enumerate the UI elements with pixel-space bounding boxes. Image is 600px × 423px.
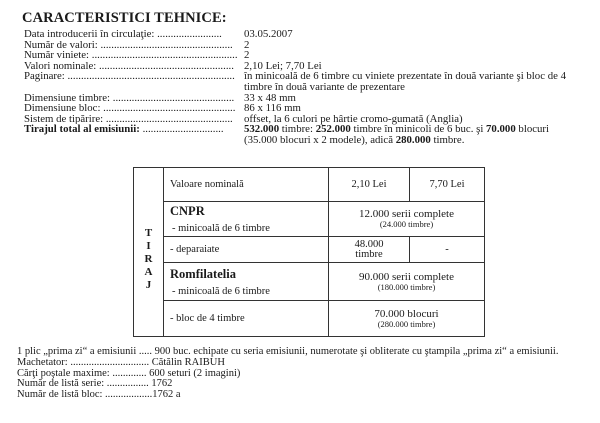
row-sublabel: - minicoală de 6 timbre [172, 223, 270, 234]
spec-row-date [24, 29, 594, 40]
spec-value: 86 x 116 mm [244, 102, 301, 115]
table-row [134, 202, 485, 237]
text: (35.000 blocuri x 2 modele), adică [244, 133, 396, 146]
spec-label: Număr de valori: ................................................. [24, 39, 233, 51]
blocks-count: 70.000 [486, 123, 516, 136]
header-value-1: 2,10 Lei [329, 168, 410, 202]
spec-label: Dimensiune bloc: ................................................. [24, 103, 236, 114]
dots: .............................. [139, 124, 224, 136]
value-sub: (24.000 timbre) [379, 219, 434, 229]
row-label [164, 263, 329, 301]
spec-value: 03.05.2007 [244, 28, 293, 40]
spec-row-values-count [24, 40, 594, 51]
block-stamps: 280.000 [395, 133, 431, 146]
row-value-1 [329, 237, 410, 263]
text: blocuri [515, 123, 550, 136]
spec-label: Valori nominale: .................................................. [24, 60, 234, 72]
maximum-cards: Cărţi poştale maxime: ............. 600 seturi (2 imagini) [17, 367, 241, 379]
table-row [134, 263, 485, 301]
print-run-table [133, 167, 485, 337]
letter: R [144, 252, 153, 265]
row-label: - bloc de 4 timbre [164, 301, 329, 337]
spec-label: Sistem de tipărire: ............................................... [24, 113, 233, 125]
block-list-number: Număr de listă bloc: ..................1762 a [17, 389, 181, 401]
spec-label: Paginare: .............................................................. [24, 71, 235, 83]
tiraj-vertical-label [134, 168, 164, 337]
footer-details [17, 347, 597, 401]
total-stamps: 532.000 [244, 123, 280, 136]
minisheet-stamps: 252.000 [315, 123, 351, 136]
spec-label: Data introducerii în circulaţie: ........................ [24, 29, 222, 40]
letter: J [145, 278, 152, 291]
row-value-2: - [410, 237, 485, 263]
spec-label: Dimensiune timbre: ............................................. [24, 92, 235, 104]
first-day-cover: 1 plic „prima zi“ a emisiunii ..... 900 buc. echipate cu seria emisiunii, numerotate şi obliterate cu ştampila „prima zi“ a emisiunii. [17, 346, 559, 357]
spec-value [244, 124, 594, 145]
technical-specs [24, 29, 594, 146]
spec-value: 2 [244, 38, 250, 51]
letter: A [144, 265, 153, 278]
spec-row-stamp-size [24, 93, 594, 104]
table-row [134, 301, 485, 337]
text: timbre: [279, 123, 316, 136]
org-name: CNPR [170, 204, 205, 218]
value-line: timbre [355, 248, 383, 260]
series-list-number: Număr de listă serie: ................ 1762 [17, 378, 173, 390]
value-sub: (180.000 timbre) [377, 281, 436, 292]
value-main: 90.000 serii complete [358, 270, 454, 283]
table-row [134, 237, 485, 263]
value-main: 70.000 blocuri [374, 307, 439, 320]
org-name: Romfilatelia [170, 266, 236, 281]
spec-label [24, 124, 244, 145]
spec-value: în minicoală de 6 timbre cu viniete prezentate în două variante şi bloc de 4 timbre în două variante de prezentare [244, 70, 566, 93]
value-sub: (280.000 timbre) [377, 318, 436, 329]
letter: T [144, 226, 153, 239]
row-sublabel: - minicoală de 6 timbre [172, 285, 270, 297]
spec-value: 33 x 48 mm [244, 91, 296, 104]
row-value [329, 301, 485, 337]
row-value [329, 202, 485, 237]
text: timbre. [430, 133, 465, 146]
table-header-row [134, 168, 485, 202]
row-label: - deparaiate [164, 237, 329, 263]
spec-row-layout [24, 71, 594, 92]
spec-row-total-print-run [24, 124, 594, 145]
total-label: Tirajul total al emisiunii: [24, 124, 140, 136]
spec-label: Număr viniete: ...................................................... [24, 50, 238, 61]
letter: I [146, 239, 151, 252]
page-title: CARACTERISTICI TEHNICE: [22, 10, 227, 26]
spec-value: 2,10 Lei; 7,70 Lei [244, 59, 322, 72]
header-value-2: 7,70 Lei [410, 168, 485, 202]
designer: Machetator: .............................. Cătălin RAIBUH [17, 356, 225, 368]
row-label [164, 202, 329, 237]
header-label: Valoare nominală [164, 168, 329, 202]
spec-value: offset, la 6 culori pe hârtie cromo-gumată (Anglia) [244, 112, 463, 125]
spec-value: 2 [244, 49, 250, 62]
value-line: 48.000 [354, 238, 384, 250]
text: timbre în minicoli de 6 buc. şi [350, 123, 487, 136]
value-main: 12.000 serii complete [358, 208, 454, 220]
row-value [329, 263, 485, 301]
